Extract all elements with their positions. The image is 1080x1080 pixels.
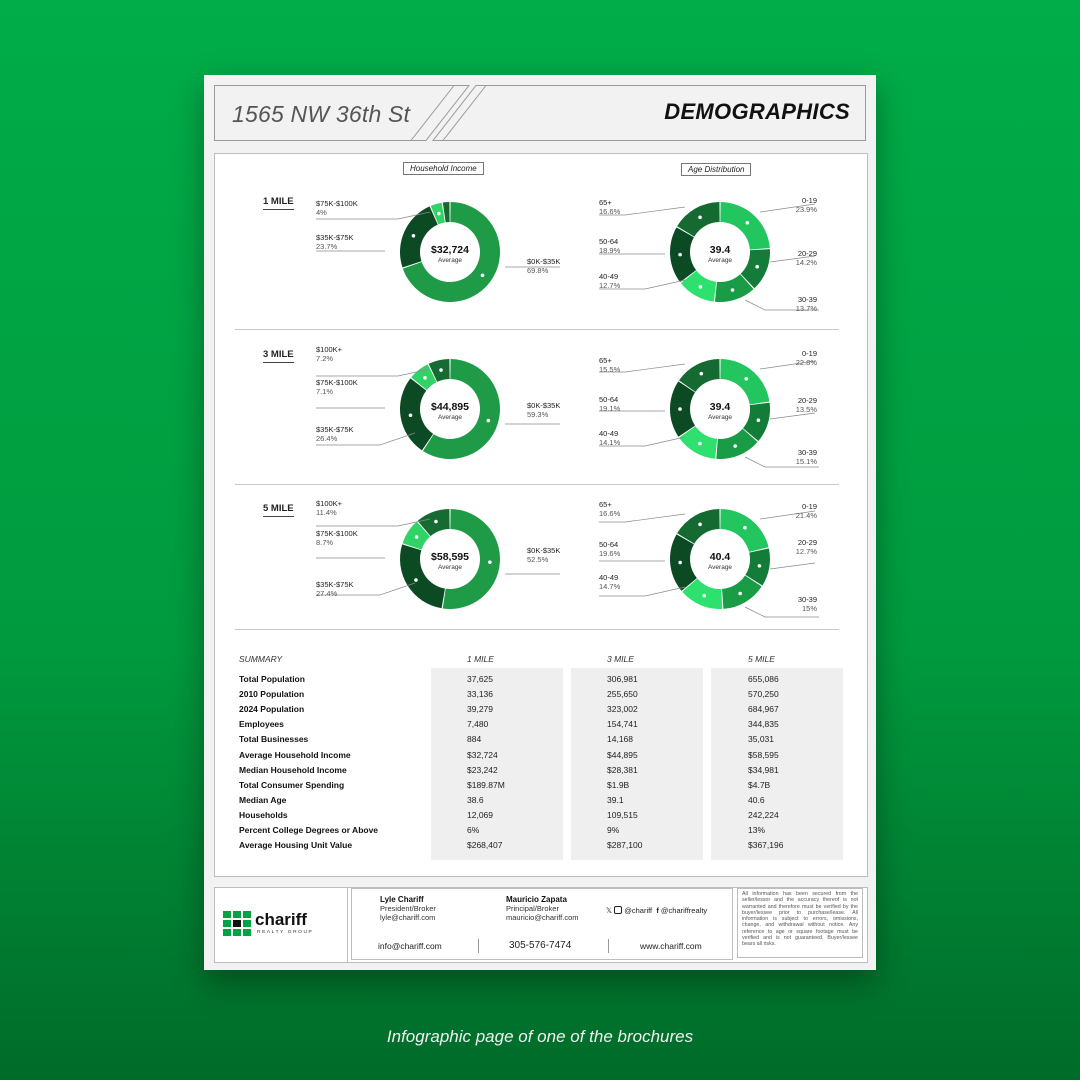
age-slice-dot [755, 265, 759, 269]
summary-value: 242,224 [748, 809, 779, 820]
summary-value: $189.87M [467, 779, 505, 790]
age-label-20-29-1mi: 20-29 14.2% [795, 249, 817, 267]
summary-value: $23,242 [467, 764, 498, 775]
income-slice [400, 206, 438, 267]
summary-value: 9% [607, 825, 620, 835]
age-label-65-1mi: 65+ 16.6% [599, 198, 621, 216]
age-slice-dot [731, 288, 735, 292]
facebook-icon[interactable]: f [656, 906, 659, 915]
age-slice-dot [733, 444, 737, 448]
summary-row-label: Median Household Income [239, 764, 347, 775]
demographics-panel [214, 153, 868, 877]
age-slice-dot [678, 407, 682, 411]
income-label-35-75-1mi: $35K-$75K 23.7% [316, 233, 354, 251]
contact-name: Lyle Chariff [380, 895, 424, 904]
summary-value: $58,595 [748, 749, 779, 760]
summary-col-3mi: 3 MILE [607, 654, 634, 664]
age-label-65-3mi: 65+ 15.5% [599, 356, 621, 374]
age-slice-dot [698, 216, 702, 220]
age-label-0-19-5mi: 0-19 21.4% [795, 502, 817, 520]
social-links [606, 906, 707, 915]
page-title: DEMOGRAPHICS [664, 99, 850, 124]
age-average-value: 39.4 [709, 401, 731, 413]
footer-links-row [380, 936, 722, 937]
contact-role: President/Broker [380, 904, 436, 913]
summary-value: $32,724 [467, 749, 498, 760]
household-income-heading: Household Income [403, 162, 484, 175]
contact-name: Mauricio Zapata [506, 895, 567, 904]
general-email[interactable]: info@chariff.com [378, 941, 442, 951]
income-label-100-5mi: $100K+ 11.4% [316, 499, 343, 517]
age-label-40-49-5mi: 40-49 14.7% [599, 573, 621, 591]
age-slice-dot [743, 526, 747, 530]
brochure-page [204, 75, 876, 970]
age-slice-dot [702, 594, 706, 598]
age-label-50-64-5mi: 50-64 19.6% [599, 540, 621, 558]
age-distribution-heading: Age Distribution [681, 163, 751, 176]
summary-row-label: Total Population [239, 674, 305, 684]
age-slice-dot [698, 523, 702, 527]
summary-value: 684,967 [748, 704, 779, 715]
summary-row-label: 2010 Population [239, 689, 305, 700]
summary-title: SUMMARY [239, 654, 283, 664]
income-label-100-3mi: $100K+ 7.2% [316, 345, 343, 363]
income-average-value: $32,724 [431, 244, 469, 256]
age-label-30-39-1mi: 30-39 13.7% [795, 295, 817, 313]
income-average-label: Average [437, 414, 463, 421]
summary-value: 13% [748, 825, 766, 835]
website-link[interactable]: www.chariff.com [640, 941, 702, 951]
instagram-icon[interactable] [614, 906, 622, 914]
age-label-20-29-5mi: 20-29 12.7% [795, 538, 817, 556]
age-label-20-29-3mi: 20-29 13.5% [795, 396, 817, 414]
income-slice-dot [434, 520, 438, 524]
summary-value: $4.7B [748, 779, 771, 790]
disclaimer: All information has been secured from the seller/lessor and the accuracy thereof is not warranted and therefore must be verified by the buyer/lessee prior to purchase/lease. All information is subject to errors, omissions, change, and withdrawal without notice. Any reference to age or square footage must be verified and is not guaranteed. Buyer/lessee bears all risks. [737, 888, 863, 958]
income-slice-dot [488, 560, 492, 564]
income-slice-dot [423, 376, 427, 380]
age-label-65-5mi: 65+ 16.6% [599, 500, 621, 518]
divider [608, 939, 609, 953]
summary-row-label: Total Consumer Spending [239, 779, 345, 790]
twitter-icon[interactable]: 𝕏 [606, 906, 613, 915]
summary-value: 6% [467, 825, 480, 835]
income-slice-dot [487, 419, 491, 423]
leader-line [316, 519, 430, 526]
age-slice-dot [745, 221, 749, 225]
summary-row-label: Employees [239, 719, 284, 730]
summary-value: 12,069 [467, 809, 493, 820]
income-average-label: Average [437, 564, 463, 571]
facebook-handle[interactable]: @chariffrealty [660, 906, 708, 915]
income-label-0-35-1mi: $0K-$35K 69.8% [527, 257, 561, 275]
income-label-75-100-3mi: $75K-$100K 7.1% [316, 378, 358, 396]
logo-subtitle: REALTY GROUP [257, 930, 314, 935]
divider [478, 939, 479, 953]
summary-value: 255,650 [607, 689, 638, 700]
summary-row-label: Households [239, 809, 288, 820]
age-slice-dot [758, 564, 762, 568]
income-average-value: $44,895 [431, 401, 469, 413]
income-slice [400, 378, 433, 450]
summary-value: 33,136 [467, 689, 493, 700]
summary-value: $287,100 [607, 840, 643, 851]
summary-value: 344,835 [748, 719, 779, 730]
logo-wordmark: chariff [255, 910, 307, 929]
summary-value: $44,895 [607, 749, 638, 760]
contact-role: Principal/Broker [506, 904, 559, 913]
income-slice-dot [412, 234, 416, 238]
age-average-label: Average [707, 414, 733, 421]
summary-value: 37,625 [467, 674, 493, 684]
income-label-0-35-5mi: $0K-$35K 52.5% [527, 546, 561, 564]
age-slice-dot [700, 372, 704, 376]
mile-label-5: 5 MILE [263, 503, 294, 517]
summary-value: 570,250 [748, 689, 779, 700]
summary-value: 154,741 [607, 719, 638, 730]
age-slice-dot [678, 253, 682, 257]
summary-value: 40.6 [748, 794, 765, 805]
social-handle[interactable]: @chariff [624, 906, 653, 915]
summary-row-label: Average Housing Unit Value [239, 840, 353, 851]
income-label-75-100-1mi: $75K-$100K 4% [316, 199, 358, 217]
footer [214, 887, 868, 963]
age-slice-dot [699, 285, 703, 289]
age-label-40-49-3mi: 40-49 14.1% [599, 429, 621, 447]
summary-value: 14,168 [607, 734, 633, 745]
contact-area [351, 888, 733, 960]
income-average-value: $58,595 [431, 551, 469, 563]
summary-value: 109,515 [607, 809, 638, 820]
contact-mauricio [506, 895, 579, 922]
summary-value: 35,031 [748, 734, 774, 745]
age-slice-dot [678, 561, 682, 565]
summary-value: $268,407 [467, 840, 503, 851]
income-label-75-100-5mi: $75K-$100K 8.7% [316, 529, 358, 547]
summary-row-label: Percent College Degrees or Above [239, 825, 379, 835]
income-label-35-75-3mi: $35K-$75K 26.4% [316, 425, 354, 443]
summary-value: $367,196 [748, 840, 784, 851]
income-label-35-75-5mi: $35K-$75K 27.4% [316, 580, 354, 598]
age-average-label: Average [707, 564, 733, 571]
summary-col-5mi: 5 MILE [748, 654, 775, 664]
summary-row-label: Median Age [239, 794, 287, 805]
income-slice-dot [437, 212, 441, 216]
summary-value: 39.1 [607, 794, 624, 805]
age-label-0-19-3mi: 0-19 22.8% [795, 349, 817, 367]
page-header [214, 85, 866, 141]
summary-value: $1.9B [607, 779, 630, 790]
age-slice-dot [744, 377, 748, 381]
property-address: 1565 NW 36th St [232, 101, 411, 127]
mile-label-3: 3 MILE [263, 349, 294, 363]
phone-number[interactable]: 305-576-7474 [509, 940, 572, 951]
summary-col-1mi: 1 MILE [467, 654, 494, 664]
age-slice [670, 534, 697, 591]
contact-email[interactable]: lyle@chariff.com [380, 913, 436, 922]
logo-area [215, 888, 348, 962]
summary-value: 306,981 [607, 674, 638, 684]
summary-value: 39,279 [467, 704, 493, 715]
summary-value: $34,981 [748, 764, 779, 775]
age-average-value: 40.4 [709, 551, 731, 563]
leader-line [316, 369, 430, 376]
age-label-30-39-5mi: 30-39 15% [797, 595, 817, 613]
age-label-50-64-3mi: 50-64 19.1% [599, 395, 621, 413]
age-average-value: 39.4 [709, 244, 731, 256]
summary-row-label: Total Businesses [239, 734, 309, 745]
age-slice [720, 359, 769, 404]
summary-row-label: 2024 Population [239, 704, 305, 715]
summary-value: 38.6 [467, 794, 484, 805]
income-slice-dot [481, 274, 485, 278]
summary-row-label: Average Household Income [239, 749, 351, 760]
age-slice [670, 227, 696, 282]
age-average-label: Average [707, 257, 733, 264]
age-label-30-39-3mi: 30-39 15.1% [795, 448, 817, 466]
age-slice [720, 509, 768, 552]
summary-value: 655,086 [748, 674, 779, 684]
income-average-label: Average [437, 257, 463, 264]
summary-value: 323,002 [607, 704, 638, 715]
age-slice [670, 381, 695, 436]
age-slice-dot [757, 418, 761, 422]
summary-value: 884 [467, 734, 482, 745]
income-slice-dot [415, 535, 419, 539]
age-slice [720, 202, 769, 250]
contact-email[interactable]: mauricio@chariff.com [506, 913, 579, 922]
age-slice-dot [698, 442, 702, 446]
leader-line [770, 563, 815, 569]
income-slice-dot [414, 578, 418, 582]
image-caption: Infographic page of one of the brochures [386, 1027, 694, 1046]
income-slice-dot [409, 413, 413, 417]
age-label-40-49-1mi: 40-49 12.7% [599, 272, 621, 290]
income-slice-dot [439, 368, 443, 372]
age-slice-dot [738, 592, 742, 596]
contact-lyle [380, 895, 436, 922]
age-label-50-64-1mi: 50-64 18.9% [599, 237, 621, 255]
age-label-0-19-1mi: 0-19 23.9% [795, 196, 817, 214]
summary-value: 7,480 [467, 719, 489, 730]
income-label-0-35-3mi: $0K-$35K 59.3% [527, 401, 561, 419]
mile-label-1: 1 MILE [263, 196, 294, 210]
summary-value: $28,381 [607, 764, 638, 775]
